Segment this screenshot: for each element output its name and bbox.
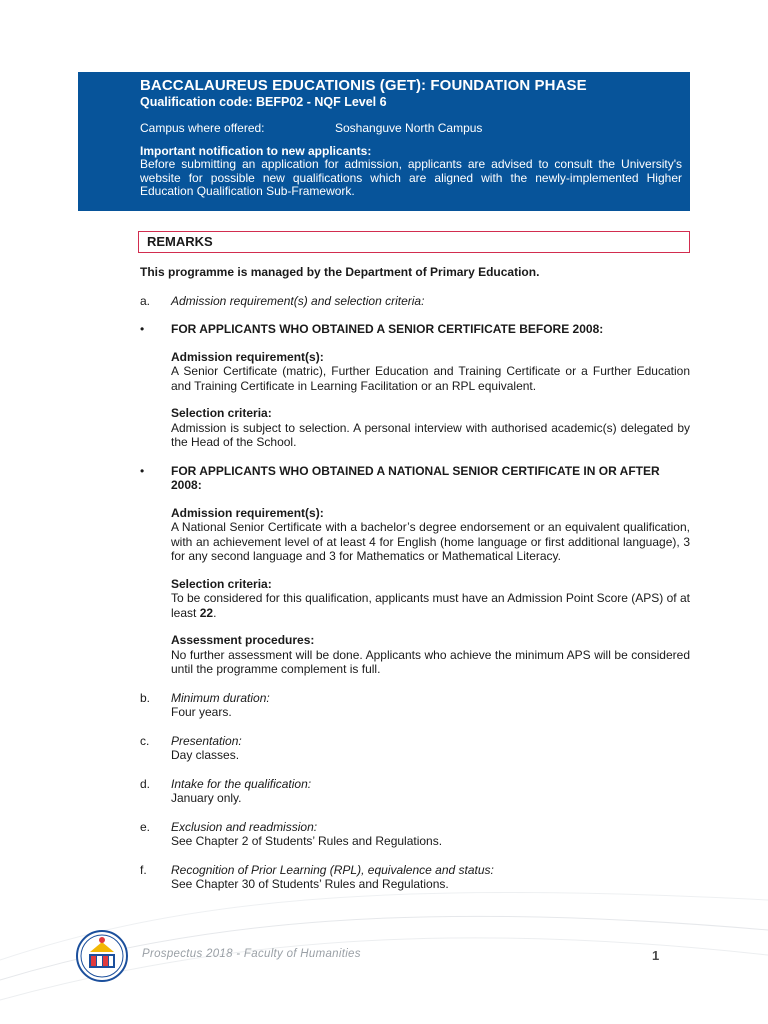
qualification-banner [78, 72, 690, 211]
item-text: See Chapter 30 of Students’ Rules and Regulations. [171, 877, 449, 891]
admission-text: A Senior Certificate (matric), Further Education and Training Certificate or a Further Education and Training Certificate in Learning Facilitation or an RPL equivalent. [171, 364, 690, 393]
item-label: Minimum duration: [171, 690, 270, 705]
item-f [140, 863, 690, 892]
item-marker: e. [140, 819, 151, 834]
admission-text: A National Senior Certificate with a bachelor’s degree endorsement or an equivalent qualification, with an achievement level of at least 4 for English (home language or first additional language), 3 for any second language and 3 for Mathematics or Mathematical Literacy. [171, 520, 690, 563]
campus-label: Campus where offered: [140, 121, 265, 135]
item-d [140, 777, 690, 806]
item-label: Intake for the qualification: [171, 776, 312, 791]
item-marker: d. [140, 776, 151, 791]
campus-value: Soshanguve North Campus [335, 121, 483, 135]
bullet-before-2008 [140, 322, 690, 450]
item-e [140, 820, 690, 849]
item-label: Admission requirement(s) and selection criteria: [171, 293, 425, 308]
assessment-label: Assessment procedures: [171, 633, 315, 647]
notice-heading: Important notification to new applicants: [140, 144, 372, 158]
footer-text: Prospectus 2018 - Faculty of Humanities [142, 948, 361, 960]
item-text: See Chapter 2 of Students’ Rules and Regulations. [171, 834, 443, 848]
page-number: 1 [652, 948, 660, 963]
selection-text: Admission is subject to selection. A personal interview with authorised academic(s) delegated by the Head of the School. [171, 420, 690, 449]
item-b [140, 691, 690, 720]
remarks-heading: REMARKS [138, 231, 690, 253]
item-a [140, 294, 690, 309]
notice-body: Before submitting an application for admission, applicants are advised to consult the University's website for possible new qualifications which are aligned with the newly-implemented Higher Education Qualification Sub-Framework. [140, 157, 682, 198]
item-marker: c. [140, 733, 150, 748]
intro-text: This programme is managed by the Department of Primary Education. [140, 265, 540, 279]
remarks-content [140, 265, 690, 892]
admission-label: Admission requirement(s): [171, 349, 324, 364]
selection-text-body: To be considered for this qualification, applicants must have an Admission Point Score (APS) of at least [171, 591, 690, 620]
campus-row [140, 121, 682, 136]
bullet-marker: • [140, 463, 145, 478]
admission-label: Admission requirement(s): [171, 505, 324, 520]
item-label: Presentation: [171, 733, 242, 748]
selection-label: Selection criteria: [171, 576, 272, 591]
selection-label: Selection criteria: [171, 406, 272, 420]
bullet-marker: • [140, 322, 145, 336]
item-marker: b. [140, 690, 151, 705]
item-text: Day classes. [171, 748, 240, 762]
item-c [140, 734, 690, 763]
item-text: Four years. [171, 705, 232, 719]
item-label: Exclusion and readmission: [171, 819, 318, 834]
selection-text [171, 591, 690, 620]
item-marker: a. [140, 293, 151, 308]
aps-value: 22 [199, 605, 214, 620]
item-text: January only. [171, 791, 242, 805]
section-heading: FOR APPLICANTS WHO OBTAINED A NATIONAL SENIOR CERTIFICATE IN OR AFTER 2008: [171, 463, 660, 492]
qualification-title: BACCALAUREUS EDUCATIONIS (GET): FOUNDATION PHASE [140, 77, 587, 94]
assessment-text: No further assessment will be done. Applicants who achieve the minimum APS will be considered until the programme complement is full. [171, 647, 690, 676]
qualification-code: Qualification code: BEFP02 - NQF Level 6 [140, 95, 387, 109]
university-logo-icon [76, 930, 128, 982]
section-heading: FOR APPLICANTS WHO OBTAINED A SENIOR CERTIFICATE BEFORE 2008: [171, 322, 604, 336]
item-label: Recognition of Prior Learning (RPL), equivalence and status: [171, 862, 494, 877]
item-marker: f. [140, 862, 147, 877]
selection-text-end: . [213, 605, 217, 620]
bullet-after-2008 [140, 464, 690, 677]
